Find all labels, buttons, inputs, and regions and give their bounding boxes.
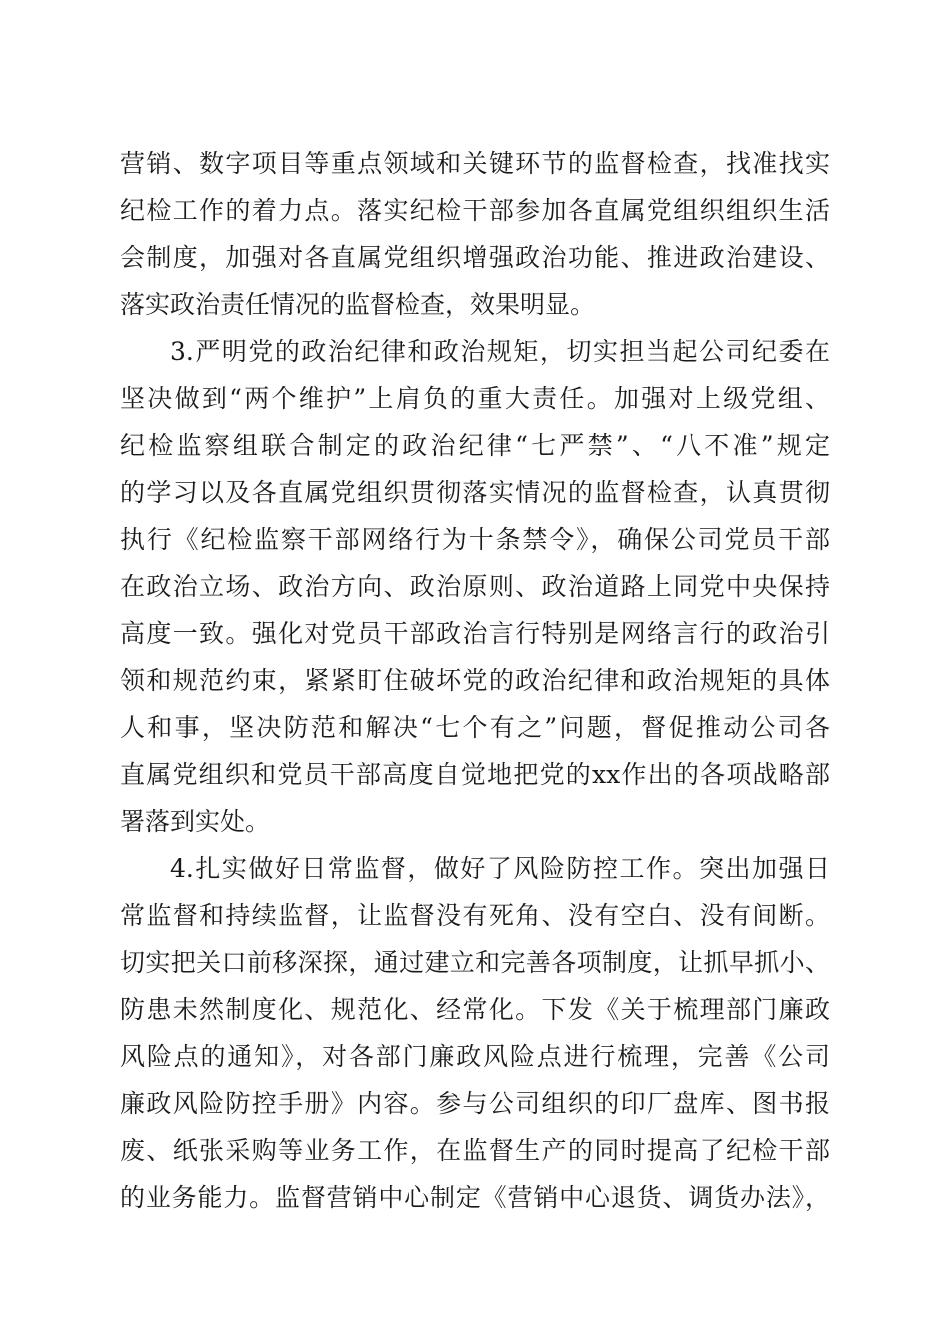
text-line: 的业务能力。监督营销中心制定《营销中心退货、调货办法》， — [120, 1183, 830, 1212]
text-line: 营销、数字项目等重点领域和关键环节的监督检查，找准找实 — [120, 149, 830, 178]
text-line: 高度一致。强化对党员干部政治言行特别是网络言行的政治引 — [120, 619, 830, 648]
text-line: 直属党组织和党员干部高度自觉地把党的xx作出的各项战略部 — [120, 760, 830, 789]
text-line: 落实政治责任情况的监督检查，效果明显。 — [120, 290, 596, 319]
text-line: 在政治立场、政治方向、政治原则、政治道路上同党中央保持 — [120, 572, 830, 601]
text-line: 4.扎实做好日常监督，做好了风险防控工作。突出加强日 — [170, 854, 830, 883]
text-line: 纪检监察组联合制定的政治纪律“七严禁”、“八不准”规定 — [120, 431, 830, 460]
text-line: 署落到实处。 — [120, 807, 271, 836]
paragraph-item-3 — [120, 328, 830, 845]
text-line: 会制度，加强对各直属党组织增强政治功能、推进政治建设、 — [120, 243, 830, 272]
text-line: 坚决做到“两个维护”上肩负的重大责任。加强对上级党组、 — [120, 384, 830, 413]
paragraph-continuation — [120, 140, 830, 328]
text-line: 人和事，坚决防范和解决“七个有之”问题，督促推动公司各 — [120, 713, 830, 742]
text-line: 防患未然制度化、规范化、经常化。下发《关于梳理部门廉政 — [120, 995, 830, 1024]
text-line: 执行《纪检监察干部网络行为十条禁令》，确保公司党员干部 — [120, 525, 830, 554]
text-line: 切实把关口前移深探，通过建立和完善各项制度，让抓早抓小、 — [120, 948, 830, 977]
text-line: 的学习以及各直属党组织贯彻落实情况的监督检查，认真贯彻 — [120, 478, 830, 507]
text-line: 纪检工作的着力点。落实纪检干部参加各直属党组织组织生活 — [120, 196, 830, 225]
text-line: 常监督和持续监督，让监督没有死角、没有空白、没有间断。 — [120, 901, 830, 930]
paragraph-item-4 — [120, 845, 830, 1221]
text-line: 风险点的通知》，对各部门廉政风险点进行梳理，完善《公司 — [120, 1042, 830, 1071]
text-line: 废、纸张采购等业务工作，在监督生产的同时提高了纪检干部 — [120, 1136, 830, 1165]
text-line: 廉政风险防控手册》内容。参与公司组织的印厂盘库、图书报 — [120, 1089, 830, 1118]
text-line: 领和规范约束，紧紧盯住破坏党的政治纪律和政治规矩的具体 — [120, 666, 830, 695]
document-body — [120, 140, 830, 1221]
text-line: 3.严明党的政治纪律和政治规矩，切实担当起公司纪委在 — [170, 337, 830, 366]
